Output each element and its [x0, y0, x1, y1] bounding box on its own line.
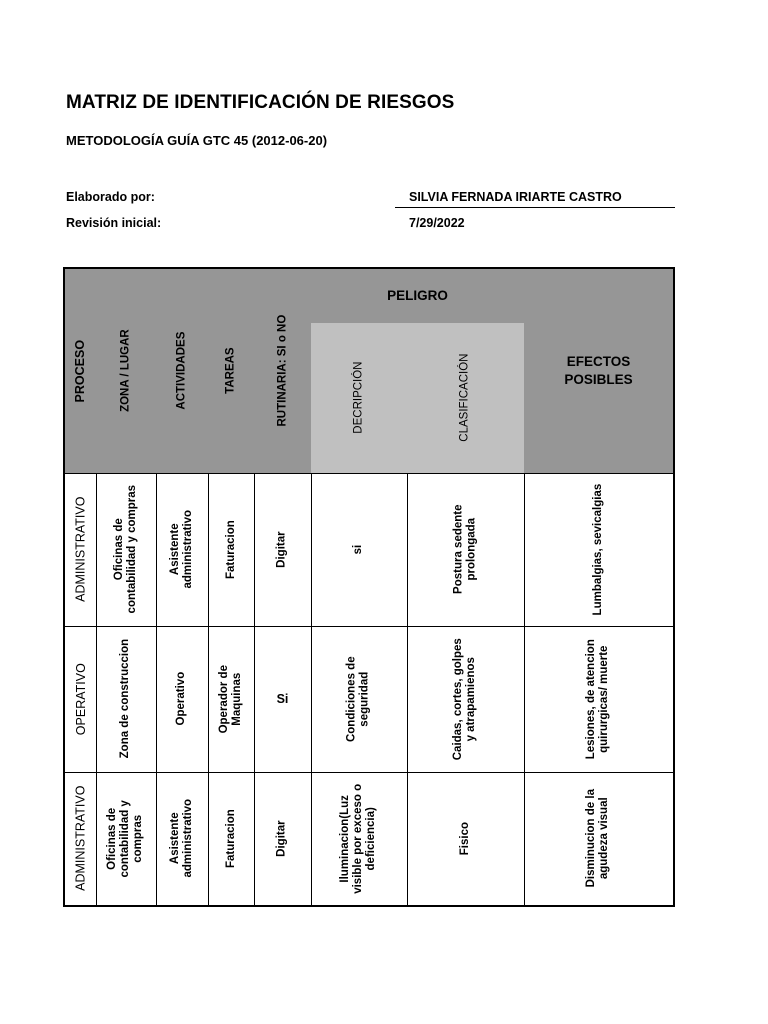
row1-efectos: [524, 473, 673, 627]
header-clasificacion: [407, 323, 525, 474]
row1-proceso-text: ADMINISTRATIVO: [73, 496, 88, 603]
row1-actividades: [156, 473, 209, 627]
header-efectos-line2: POSIBLES: [564, 372, 633, 387]
row3-zona-line2: contabilidad y: [119, 799, 132, 878]
row3-efectos: [524, 772, 673, 905]
header-efectos: [524, 269, 673, 474]
document-subtitle: METODOLOGÍA GUÍA GTC 45 (2012-06-20): [66, 133, 328, 148]
row2-zona-text: Zona de construccion: [119, 639, 132, 759]
row2-descripcion-line1: Condiciones de: [345, 656, 358, 742]
row1-rutinaria: [254, 473, 312, 627]
row2-tareas-line2: Maquinas: [231, 672, 244, 726]
row2-rutinaria: [254, 626, 312, 773]
row2-clasificacion-text: [452, 638, 478, 760]
row2-clasificacion: [407, 626, 525, 773]
header-zona: [96, 269, 157, 474]
row1-zona-line2: contabilidad y compras: [126, 485, 139, 614]
row3-rutinaria-text: Digitar: [275, 820, 288, 857]
row1-zona-text: [113, 485, 139, 613]
row1-efectos-text: Lumbalgias, sevicalgias: [591, 483, 604, 616]
elaborado-underline: [395, 207, 675, 208]
row3-tareas-text: Faturacion: [224, 809, 237, 868]
row3-actividades-text: [169, 799, 195, 878]
row2-efectos-line2: quirurgicas/ muerte: [598, 645, 611, 753]
row3-clasificacion: [407, 772, 525, 905]
row1-actividades-line2: administrativo: [182, 510, 195, 589]
elaborado-value: SILVIA FERNADA IRIARTE CASTRO: [409, 190, 622, 204]
row2-tareas-text: [218, 665, 244, 733]
row2-efectos: [524, 626, 673, 773]
row1-descripcion-text: si: [352, 544, 365, 555]
header-clasificacion-text: CLASIFICACIÓN: [458, 353, 471, 443]
row2-actividades-text: Operativo: [175, 672, 188, 726]
row3-proceso-text: ADMINISTRATIVO: [73, 785, 88, 892]
revision-label: Revisión inicial:: [66, 216, 162, 230]
header-actividades: [156, 269, 209, 474]
header-descripcion: [311, 323, 408, 474]
row2-efectos-text: [585, 639, 611, 759]
row3-efectos-line1: Disminucion de la: [585, 789, 598, 888]
row3-rutinaria: [254, 772, 312, 905]
row2-tareas: [208, 626, 255, 773]
header-rutinaria: [254, 269, 312, 474]
row3-zona-line3: compras: [132, 814, 145, 863]
revision-value: 7/29/2022: [409, 216, 465, 230]
row2-actividades: [156, 626, 209, 773]
header-proceso-text: PROCESO: [73, 339, 88, 403]
row3-efectos-text: [585, 789, 611, 887]
row1-proceso: [65, 473, 97, 627]
header-efectos-text: [564, 353, 632, 388]
row1-clasificacion-line2: prolongada: [465, 518, 478, 581]
header-peligro-text: PELIGRO: [387, 288, 448, 304]
row3-zona-line1: Oficinas de: [106, 807, 119, 870]
header-tareas-text: TAREAS: [224, 347, 237, 395]
header-rutinaria-text: RUTINARIA: SI o NO: [275, 315, 288, 427]
elaborado-label: Elaborado por:: [66, 190, 155, 204]
row2-clasificacion-line1: Caidas, cortes, golpes: [452, 637, 465, 761]
header-proceso: [65, 269, 97, 474]
header-zona-text: ZONA / LUGAR: [119, 329, 132, 413]
row3-descripcion: [311, 772, 408, 905]
row3-zona: [96, 772, 157, 905]
row3-proceso: [65, 772, 97, 905]
row1-actividades-line1: Asistente: [168, 523, 181, 576]
row2-zona: [96, 626, 157, 773]
row3-descripcion-text: [339, 784, 379, 894]
header-peligro: [311, 269, 525, 324]
row2-descripcion-text: [346, 656, 372, 742]
row2-tareas-line1: Operador de: [217, 664, 230, 734]
row3-actividades-line2: administrativo: [182, 799, 195, 878]
row1-tareas-text: Faturacion: [224, 520, 237, 579]
row2-descripcion: [311, 626, 408, 773]
row1-zona: [96, 473, 157, 627]
row1-rutinaria-text: Digitar: [275, 531, 288, 568]
row2-proceso: [65, 626, 97, 773]
row3-zona-text: [106, 800, 146, 877]
risk-matrix-table: [63, 267, 675, 907]
row3-actividades-line1: Asistente: [168, 812, 181, 865]
row2-proceso-text: OPERATIVO: [73, 662, 88, 736]
row1-zona-line1: Oficinas de: [112, 518, 125, 581]
row1-clasificacion-text: [452, 505, 478, 594]
row3-descripcion-line3: deficiencia): [365, 806, 378, 871]
row1-actividades-text: [169, 510, 195, 589]
row2-rutinaria-text: Si: [276, 691, 289, 706]
header-actividades-text: ACTIVIDADES: [175, 332, 188, 410]
row3-descripcion-line2: visible por exceso o: [352, 783, 365, 894]
row2-descripcion-line2: seguridad: [359, 671, 371, 727]
row1-clasificacion-line1: Postura sedente: [452, 504, 465, 595]
row1-descripcion: [311, 473, 408, 627]
row3-descripcion-line1: Iluminacion(Luz: [339, 794, 352, 883]
row3-actividades: [156, 772, 209, 905]
row3-clasificacion-text: Fisico: [458, 821, 471, 856]
header-efectos-line1: EFECTOS: [566, 354, 631, 370]
row3-tareas: [208, 772, 255, 905]
header-descripcion-text: DECRIPCIÓN: [352, 361, 365, 435]
row3-efectos-line2: agudeza visual: [598, 797, 611, 880]
row1-tareas: [208, 473, 255, 627]
document-title: MATRIZ DE IDENTIFICACIÓN DE RIESGOS: [66, 92, 455, 113]
header-tareas: [208, 269, 255, 474]
row2-clasificacion-line2: y atrapamienos: [465, 656, 478, 742]
row2-efectos-line1: Lesiones, de atencion: [585, 638, 598, 760]
row1-clasificacion: [407, 473, 525, 627]
